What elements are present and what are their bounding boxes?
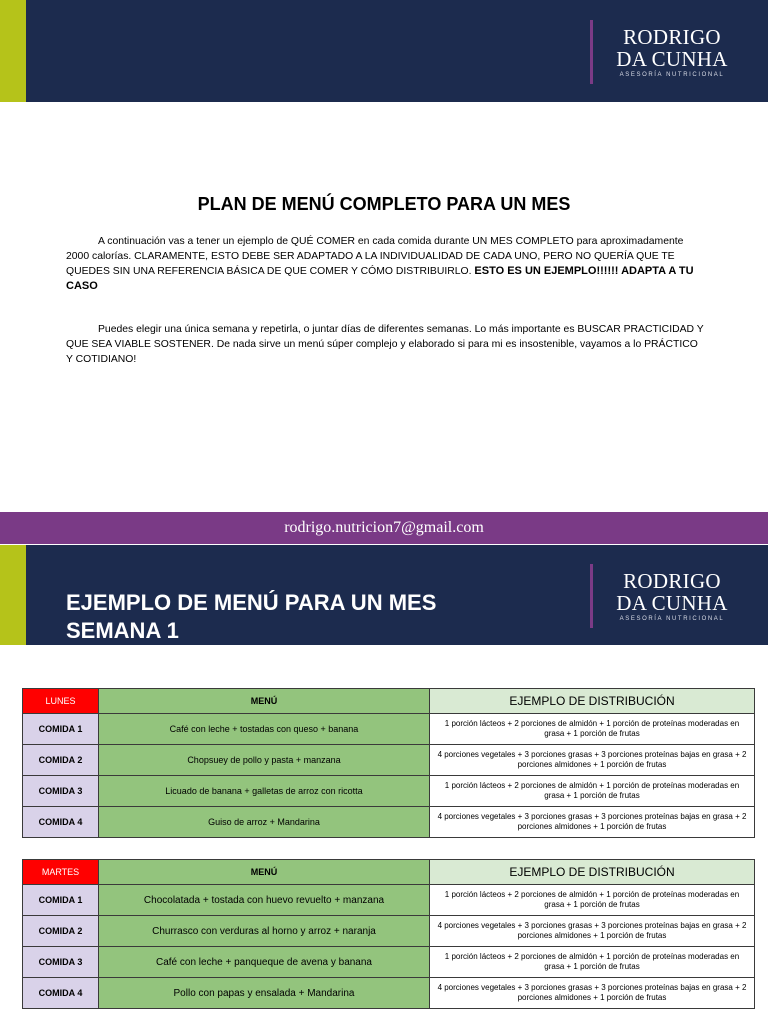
logo-divider [590, 20, 593, 84]
meal-label: COMIDA 3 [23, 947, 99, 978]
meal-distribution: 1 porción lácteos + 2 porciones de almidón + 1 porción de proteínas moderadas en grasa + 1 porción de frutas [430, 776, 755, 807]
meal-food: Licuado de banana + galletas de arroz con ricotta [99, 776, 430, 807]
logo-line2: DA CUNHA [616, 47, 728, 71]
logo-name [604, 570, 740, 614]
contact-email[interactable]: rodrigo.nutricion7@gmail.com [284, 519, 484, 536]
meal-label: COMIDA 1 [23, 885, 99, 916]
meal-label: COMIDA 4 [23, 807, 99, 838]
meal-food: Chocolatada + tostada con huevo revuelto + manzana [99, 885, 430, 916]
meal-label: COMIDA 1 [23, 714, 99, 745]
intro-emphasis: ESTO ES UN EJEMPLO!!!!!! ADAPTA A TU CASO [66, 265, 694, 292]
meal-food: Chopsuey de pollo y pasta + manzana [99, 745, 430, 776]
menu-column-header: MENÚ [99, 689, 430, 714]
menu-table-lunes [22, 688, 755, 838]
day-label: MARTES [23, 860, 99, 885]
meal-food: Café con leche + tostadas con queso + banana [99, 714, 430, 745]
logo-line1: RODRIGO [623, 25, 721, 49]
menu-table-martes [22, 859, 755, 1009]
section-title-line2: SEMANA 1 [66, 618, 179, 643]
meal-food: Guiso de arroz + Mandarina [99, 807, 430, 838]
section-title-line1: EJEMPLO DE MENÚ PARA UN MES [66, 590, 437, 615]
distribution-column-header: EJEMPLO DE DISTRIBUCIÓN [430, 860, 755, 885]
table-row [23, 947, 755, 978]
brand-logo [590, 20, 740, 84]
advice-text: Puedes elegir una única semana y repetirla, o juntar días de diferentes semanas. Lo más importante es BUSCAR PRACTICIDAD Y QUE SEA VIABLE SOSTENER. De nada sirve un menú súper complejo y elaborado si para mi es insostenible, vayamos a lo PRÁCTICO Y COTIDIANO! [66, 324, 704, 365]
page-title: PLAN DE MENÚ COMPLETO PARA UN MES [197, 194, 571, 214]
day-label: LUNES [23, 689, 99, 714]
table-row [23, 916, 755, 947]
meal-distribution: 4 porciones vegetales + 3 porciones grasas + 3 porciones proteínas bajas en grasa + 2 porciones almidones + 1 porción de frutas [430, 978, 755, 1009]
table-row [23, 978, 755, 1009]
meal-distribution: 1 porción lácteos + 2 porciones de almidón + 1 porción de proteínas moderadas en grasa + 1 porción de frutas [430, 885, 755, 916]
table-header-row [23, 860, 755, 885]
footer-email-bar [0, 512, 768, 544]
meal-distribution: 1 porción lácteos + 2 porciones de almidón + 1 porción de proteínas moderadas en grasa + 1 porción de frutas [430, 947, 755, 978]
meal-label: COMIDA 2 [23, 916, 99, 947]
logo-line2: DA CUNHA [616, 591, 728, 615]
accent-stripe [0, 0, 26, 102]
meal-distribution: 4 porciones vegetales + 3 porciones grasas + 3 porciones proteínas bajas en grasa + 2 porciones almidones + 1 porción de frutas [430, 916, 755, 947]
header-banner [0, 0, 768, 102]
section-title [66, 589, 436, 645]
table-row [23, 807, 755, 838]
meal-label: COMIDA 2 [23, 745, 99, 776]
table-row [23, 776, 755, 807]
accent-stripe [0, 545, 26, 645]
distribution-column-header: EJEMPLO DE DISTRIBUCIÓN [430, 689, 755, 714]
section-banner [0, 545, 768, 645]
logo-line1: RODRIGO [623, 569, 721, 593]
intro-text: A continuación vas a tener un ejemplo de QUÉ COMER en cada comida durante UN MES COMPLETO para aproximadamente 2000 calorías. CLARAMENTE, ESTO DEBE SER ADAPTADO A LA INDIVIDUALIDAD DE CADA UNO, PERO NO QUERÍA QUE TE QUEDES SIN UNA REFERENCIA BÁSICA DE QUE COMER Y CÓMO DISTRIBUIRLO. [66, 236, 684, 277]
logo-name [604, 26, 740, 70]
logo-tagline: ASESORÍA NUTRICIONAL [619, 72, 725, 78]
advice-paragraph [66, 322, 706, 367]
table-row [23, 714, 755, 745]
logo-tagline: ASESORÍA NUTRICIONAL [619, 616, 725, 622]
meal-distribution: 1 porción lácteos + 2 porciones de almidón + 1 porción de proteínas moderadas en grasa + 1 porción de frutas [430, 714, 755, 745]
logo-divider [590, 564, 593, 628]
menu-column-header: MENÚ [99, 860, 430, 885]
brand-logo [590, 564, 740, 628]
intro-paragraph [66, 234, 706, 294]
meal-distribution: 4 porciones vegetales + 3 porciones grasas + 3 porciones proteínas bajas en grasa + 2 porciones almidones + 1 porción de frutas [430, 807, 755, 838]
meal-food: Pollo con papas y ensalada + Mandarina [99, 978, 430, 1009]
meal-food: Churrasco con verduras al horno y arroz + naranja [99, 916, 430, 947]
table-row [23, 885, 755, 916]
table-row [23, 745, 755, 776]
meal-label: COMIDA 3 [23, 776, 99, 807]
meal-label: COMIDA 4 [23, 978, 99, 1009]
meal-distribution: 4 porciones vegetales + 3 porciones grasas + 3 porciones proteínas bajas en grasa + 2 porciones almidones + 1 porción de frutas [430, 745, 755, 776]
meal-food: Café con leche + panqueque de avena y banana [99, 947, 430, 978]
table-header-row [23, 689, 755, 714]
